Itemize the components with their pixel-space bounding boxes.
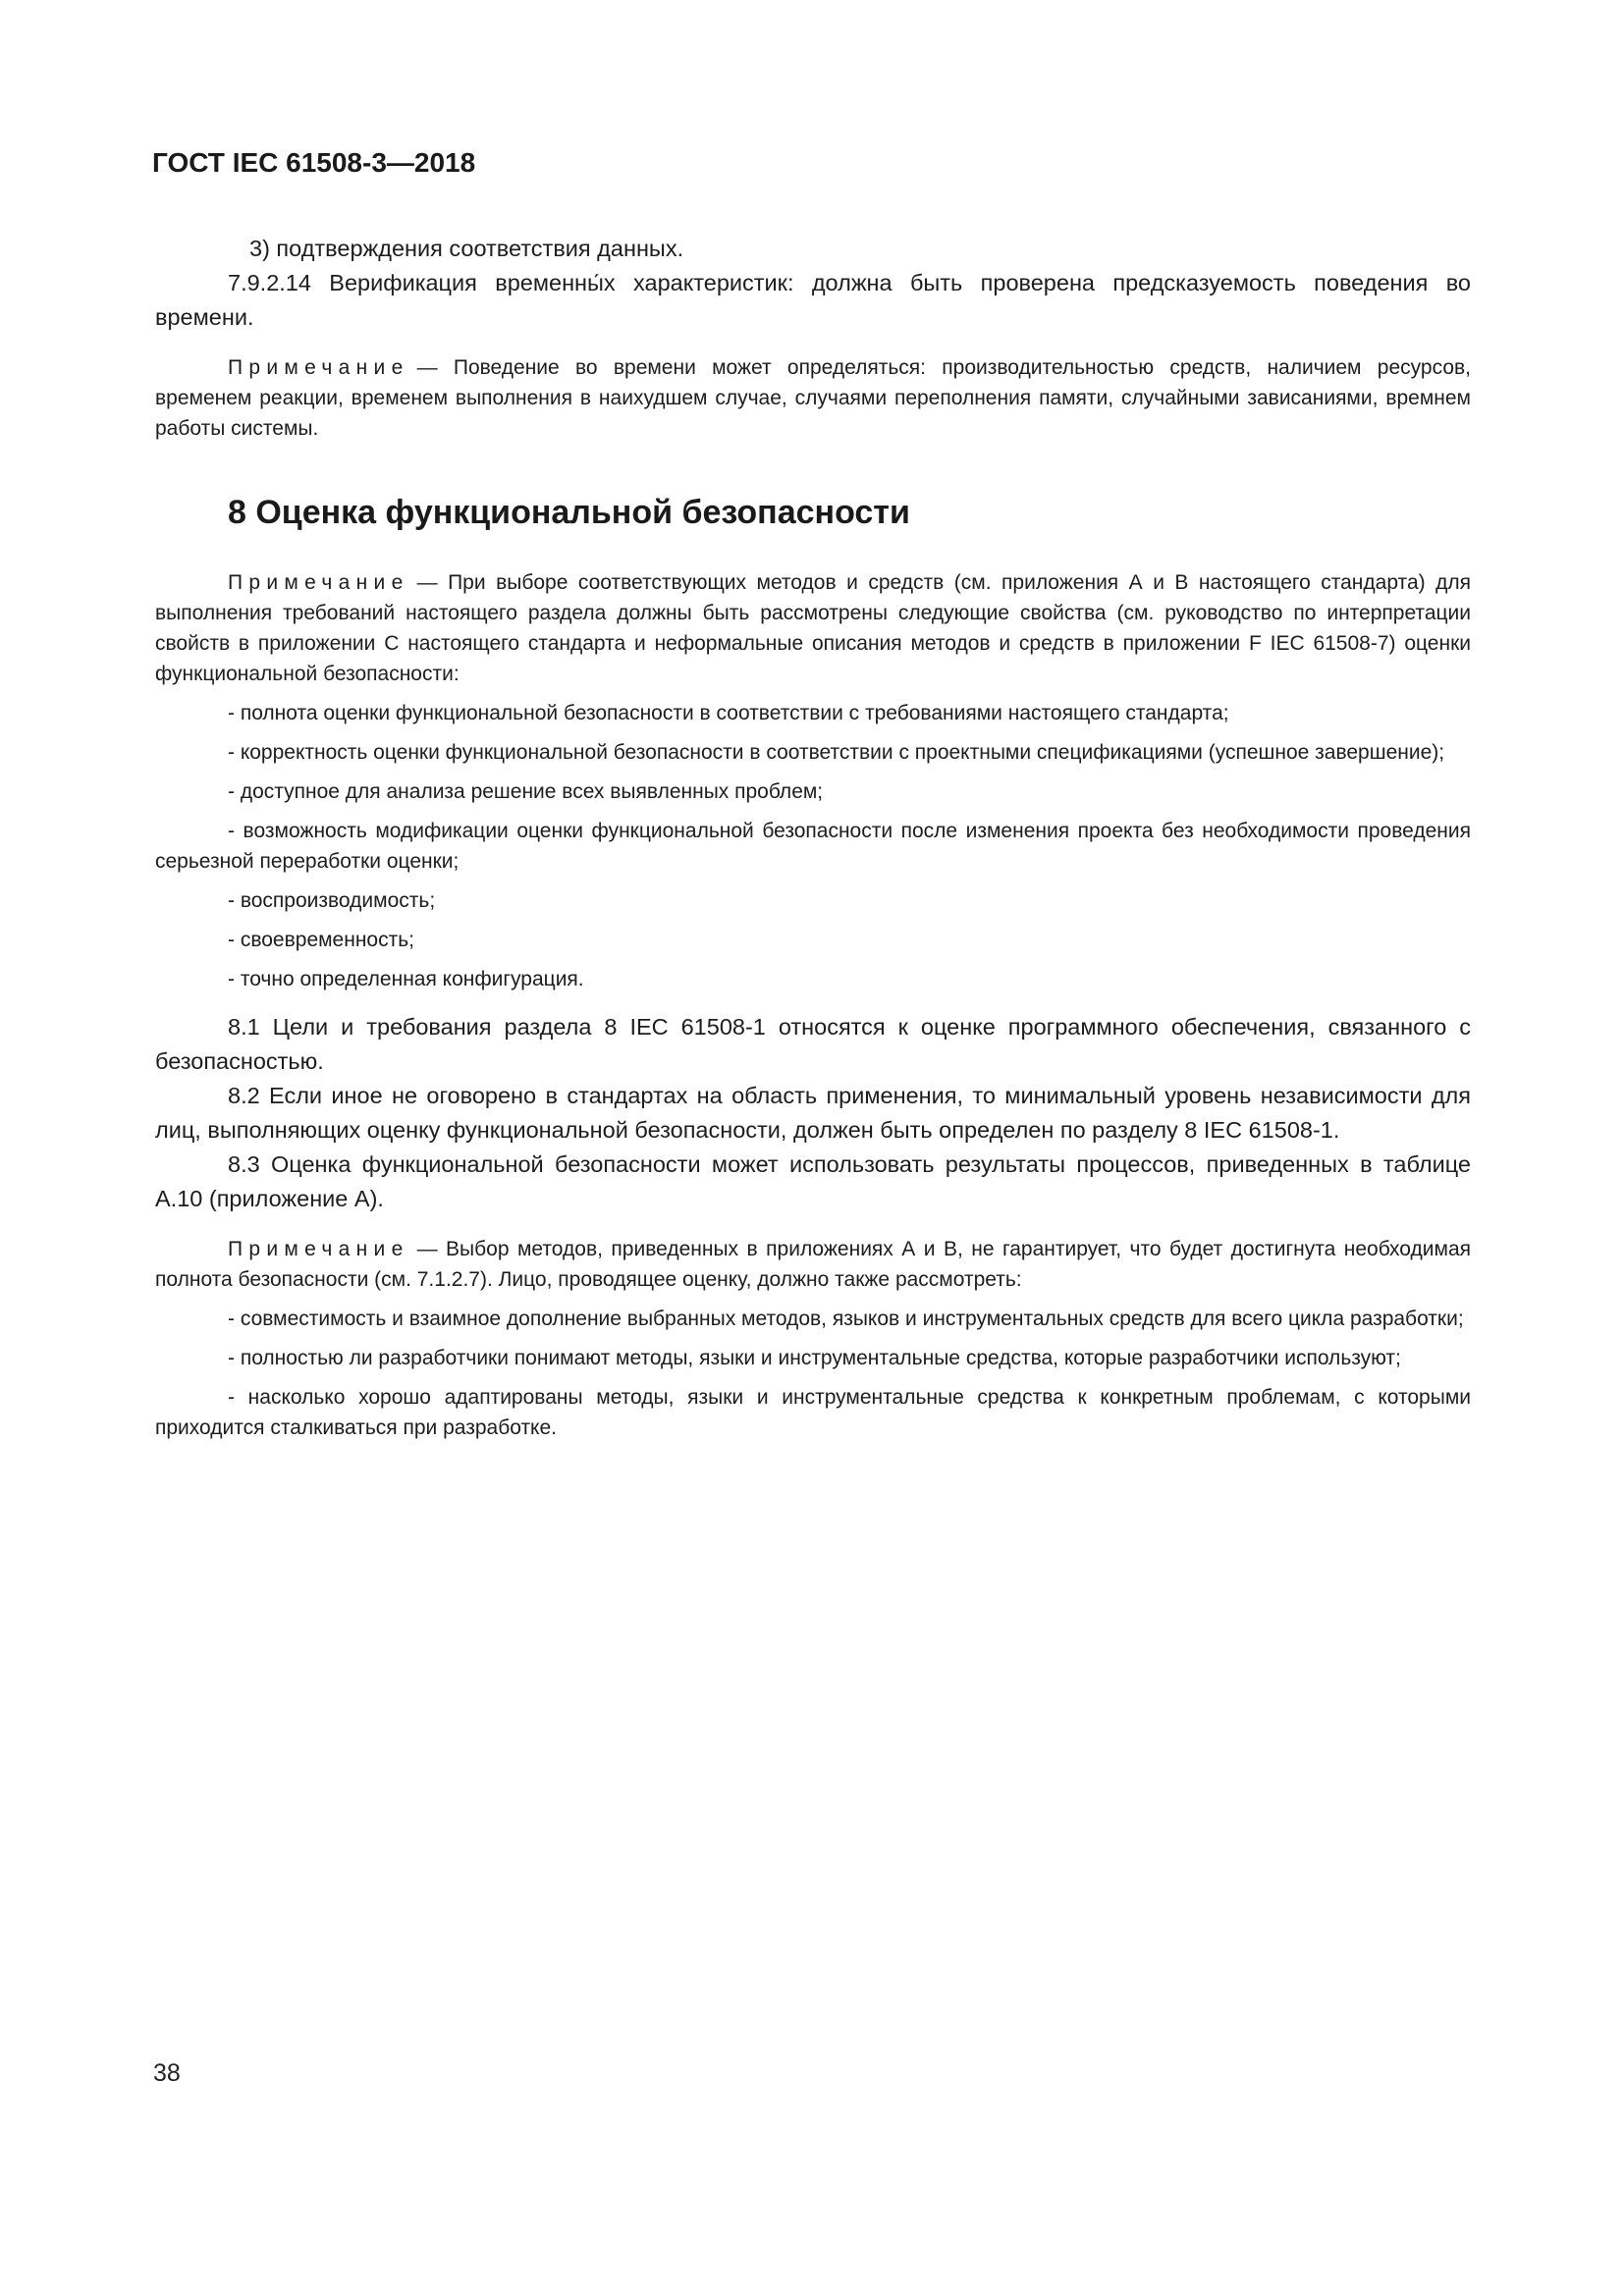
sub-list-item: 3) подтверждения соответствия данных. (249, 236, 684, 261)
list-item: - насколько хорошо адаптированы методы, языки и инструментальные средства к конкретным проблемам, с которыми приходится сталкиваться при разработке. (155, 1386, 1471, 1439)
document-header: ГОСТ IEC 61508-3—2018 (152, 147, 476, 178)
list-item: - совместимость и взаимное дополнение выбранных методов, языков и инструментальных средств для всего цикла разработки; (228, 1308, 1464, 1330)
note-label: Примечание (228, 356, 409, 379)
list-item: - точно определенная конфигурация. (228, 968, 584, 990)
list-item: - полнота оценки функциональной безопасности в соответствии с требованиями настоящего стандарта; (228, 702, 1229, 724)
list-item: - доступное для анализа решение всех выявленных проблем; (228, 780, 824, 803)
note-paragraph: Примечание — При выборе соответствующих методов и средств (см. приложения А и В настоящего стандарта) для выполнения требований настоящего раздела должны быть рассмотрены следующие свойства (см. руководство по интерпретации свойств в приложении С настоящего стандарта и неформальные описания методов и средств в приложении F IEC 61508-7) оценки функциональной безопасности: (155, 571, 1471, 685)
list-item: - своевременность; (228, 929, 415, 951)
list-item: - полностью ли разработчики понимают методы, языки и инструментальные средства, которые разработчики используют; (228, 1347, 1401, 1369)
paragraph: 8.1 Цели и требования раздела 8 IEC 61508-1 относятся к оценке программного обеспечения, связанного с безопасностью. (155, 1014, 1471, 1074)
note-paragraph: Примечание — Поведение во времени может определяться: производительностью средств, наличием ресурсов, временем реакции, временем выполнения в наихудшем случае, случаями переполнения памяти, случайными зависаниями, времнем работы системы. (155, 356, 1471, 440)
document-body (155, 0, 1471, 1443)
paragraph: 8.3 Оценка функциональной безопасности может использовать результаты процессов, приведенных в таблице А.10 (приложение А). (155, 1151, 1471, 1211)
note-paragraph: Примечание — Выбор методов, приведенных в приложениях А и В, не гарантирует, что будет достигнута необходимая полнота безопасности (см. 7.1.2.7). Лицо, проводящее оценку, должно также рассмотреть: (155, 1238, 1471, 1291)
paragraph: 7.9.2.14 Верификация временны́х характеристик: должна быть проверена предсказуемость поведения во времени. (155, 270, 1471, 330)
list-item: - корректность оценки функциональной безопасности в соответствии с проектными спецификациями (успешное завершение); (228, 741, 1445, 764)
page-number: 38 (153, 2059, 181, 2087)
list-item: - воспроизводимость; (228, 889, 436, 912)
note-label: Примечание (228, 571, 409, 594)
paragraph: 8.2 Если иное не оговорено в стандартах на область применения, то минимальный уровень независимости для лиц, выполняющих оценку функциональной безопасности, должен быть определен по разделу 8 IEC 61508-1. (155, 1083, 1471, 1143)
list-item: - возможность модификации оценки функциональной безопасности после изменения проекта без необходимости проведения серьезной переработки оценки; (155, 820, 1471, 873)
section-heading: 8 Оценка функциональной безопасности (228, 494, 910, 531)
note-label: Примечание (228, 1238, 409, 1260)
